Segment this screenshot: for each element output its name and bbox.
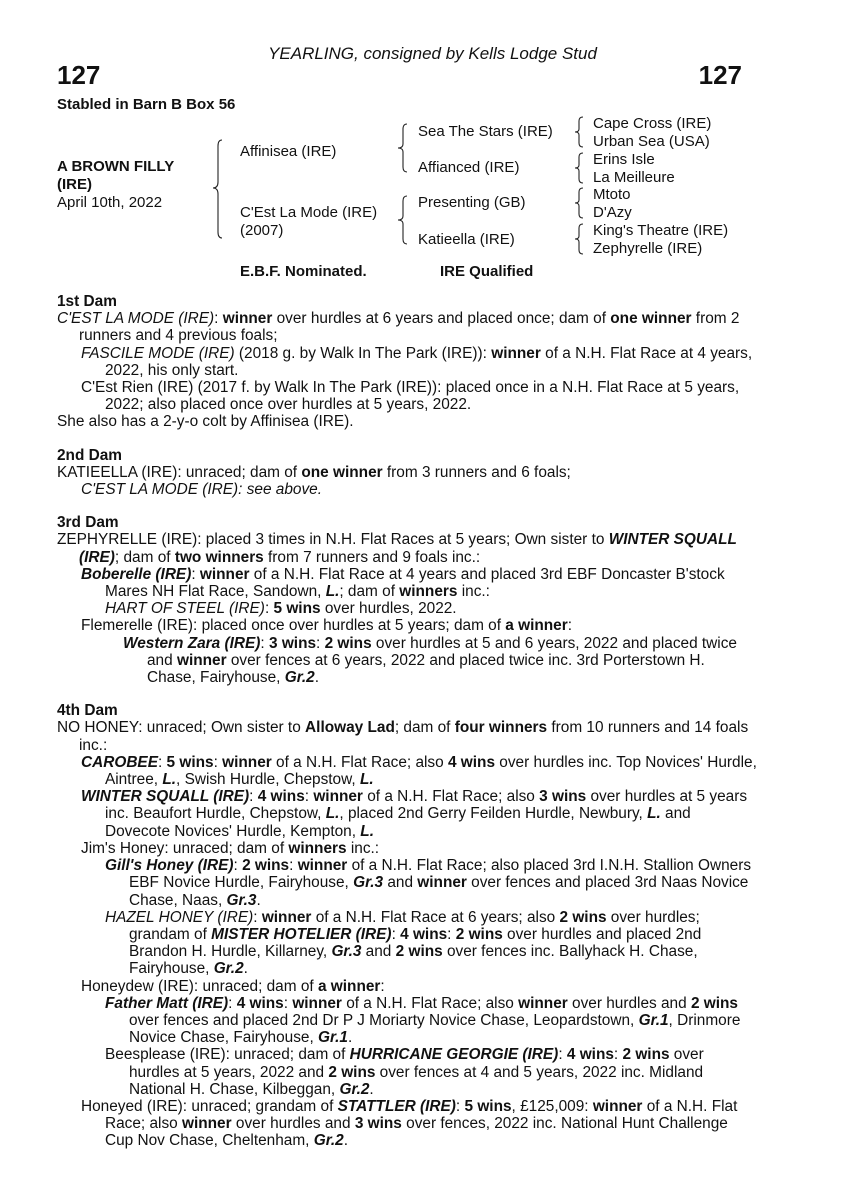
lot-number-left: 127 xyxy=(57,60,101,90)
sire-dam: Affianced (IRE) xyxy=(418,159,520,176)
brace-ggp-2 xyxy=(574,153,592,187)
brace-ggp-1 xyxy=(574,117,592,151)
dam1-paragraph: C'EST LA MODE (IRE): winner over hurdles at 6 years and placed once; dam of one winner from 2 runners and 4 previous foals; xyxy=(57,310,740,345)
ggp-1: Cape Cross (IRE) xyxy=(593,115,712,132)
ggp-4: La Meilleure xyxy=(593,169,675,186)
lot-number-right: 127 xyxy=(698,60,742,90)
sire-sire: Sea The Stars (IRE) xyxy=(418,123,553,140)
dam2-paragraph: KATIEELLA (IRE): unraced; dam of one winner from 3 runners and 6 foals; xyxy=(57,463,571,481)
section-title-3rd-dam: 3rd Dam xyxy=(57,514,119,532)
dam1-progeny-1: FASCILE MODE (IRE) (2018 g. by Walk In The Park (IRE)): winner of a N.H. Flat Race at 4 years, 2022, his only start. xyxy=(81,344,753,379)
ggp-3: Erins Isle xyxy=(593,151,655,168)
ggp-2: Urban Sea (USA) xyxy=(593,133,710,150)
dam3-progeny-1: Boberelle (IRE): winner of a N.H. Flat Race at 4 years and placed 3rd EBF Doncaster B'stock Mares NH Flat Race, Sandown, L.; dam of winners inc.: xyxy=(81,565,725,601)
ggp-7: King's Theatre (IRE) xyxy=(593,222,729,239)
ebf-nominated: E.B.F. Nominated. xyxy=(240,263,367,280)
ggp-6: D'Azy xyxy=(593,204,632,221)
brace-gen1 xyxy=(212,140,232,240)
dam4-grandprogeny-beesplease: Beesplease (IRE): unraced; dam of HURRICANE GEORGIE (IRE): 4 wins: 2 wins over hurdles at 5 years, 2022 and 2 wins over fences at 4 and 5 years, 2022 inc. Midland National H. Chase, Kilbeggan, Gr.2. xyxy=(105,1046,704,1098)
ire-qualified: IRE Qualified xyxy=(440,263,534,280)
consignor-line: YEARLING, consigned by Kells Lodge Stud xyxy=(268,44,597,63)
dam-dam: Katieella (IRE) xyxy=(418,231,515,248)
dam3-grandprogeny-1: HART OF STEEL (IRE): 5 wins over hurdles, 2022. xyxy=(105,600,457,618)
stabled-location: Stabled in Barn B Box 56 xyxy=(57,96,236,113)
dam4-progeny-winter-squall: WINTER SQUALL (IRE): 4 wins: winner of a N.H. Flat Race; also 3 wins over hurdles at 5 years inc. Beaufort Hurdle, Chepstow, L., placed 2nd Gerry Feilden Hurdle, Newbury, L. and Dovecote Novices' Hurdle, Kempton, L. xyxy=(81,788,748,840)
brace-ggp-4 xyxy=(574,224,592,258)
dam2-progeny-1: C'EST LA MODE (IRE): see above. xyxy=(81,481,322,499)
horse-name-line2: (IRE) xyxy=(57,176,92,193)
dam3-grandprogeny-2: Western Zara (IRE): 3 wins: 2 wins over hurdles at 5 and 6 years, 2022 and placed twice and winner over fences at 6 years, 2022 and placed twice inc. 3rd Porterstown H. Chase, Fairyhouse, Gr.2. xyxy=(123,634,737,687)
brace-dam xyxy=(397,196,417,248)
brace-ggp-3 xyxy=(574,188,592,222)
dam4-paragraph: NO HONEY: unraced; Own sister to Alloway Lad; dam of four winners from 10 runners and 14 foals inc.: xyxy=(57,719,749,754)
foaled-date: April 10th, 2022 xyxy=(57,194,163,211)
dam-year: (2007) xyxy=(240,222,284,239)
section-title-1st-dam: 1st Dam xyxy=(57,293,117,310)
brace-sire xyxy=(397,124,417,176)
horse-name-line1: A BROWN FILLY xyxy=(57,158,175,175)
dam4-progeny-carobee: CAROBEE: 5 wins: winner of a N.H. Flat Race; also 4 wins over hurdles inc. Top Novices' Hurdle, Aintree, L., Swish Hurdle, Chepstow, L. xyxy=(81,753,757,789)
pedigree-notes xyxy=(57,293,757,1150)
dam: C'Est La Mode (IRE) xyxy=(240,204,378,221)
horse-name xyxy=(57,158,174,194)
dam3-paragraph: ZEPHYRELLE (IRE): placed 3 times in N.H. Flat Races at 5 years; Own sister to WINTER SQUALL (IRE); dam of two winners from 7 runners and 9 foals inc.: xyxy=(57,531,737,566)
ggp-5: Mtoto xyxy=(593,186,631,203)
dam4-progeny-honeydew: Honeydew (IRE): unraced; dam of a winner: xyxy=(81,977,385,995)
dam4-grandprogeny-hazel-honey: HAZEL HONEY (IRE): winner of a N.H. Flat Race at 6 years; also 2 wins over hurdles; grandam of MISTER HOTELIER (IRE): 4 wins: 2 wins over hurdles and placed 2nd Brandon H. Hurdle, Killarney, Gr.3 and 2 wins over fences inc. Ballyhack H. Chase, Fairyhouse, Gr.2. xyxy=(105,908,702,978)
sire: Affinisea (IRE) xyxy=(240,143,337,160)
section-title-4th-dam: 4th Dam xyxy=(57,702,118,720)
dam3-progeny-2: Flemerelle (IRE): placed once over hurdles at 5 years; dam of a winner: xyxy=(81,617,573,635)
dam-sire: Presenting (GB) xyxy=(418,194,526,211)
ggp-8: Zephyrelle (IRE) xyxy=(593,240,703,257)
dam1-progeny-2: C'Est Rien (IRE) (2017 f. by Walk In The Park (IRE)): placed once in a N.H. Flat Race at 5 years, 2022; also placed once over hurdles at 5 years, 2022. xyxy=(81,379,740,414)
dam1-note: She also has a 2-y-o colt by Affinisea (IRE). xyxy=(57,413,354,431)
dam4-grandprogeny-gills-honey: Gill's Honey (IRE): 2 wins: winner of a N.H. Flat Race; also placed 3rd I.N.H. Stallion Owners EBF Novice Hurdle, Fairyhouse, Gr.3 and winner over fences and placed 3rd Naas Novice Chase, Naas, Gr.3. xyxy=(105,857,752,909)
section-title-2nd-dam: 2nd Dam xyxy=(57,446,122,464)
dam4-progeny-honeyed: Honeyed (IRE): unraced; grandam of STATTLER (IRE): 5 wins, £125,009: winner of a N.H. Flat Race; also winner over hurdles and 3 wins over fences, 2022 inc. National Hunt Challenge Cup Nov Chase, Cheltenham, Gr.2. xyxy=(81,1097,738,1150)
dam4-grandprogeny-father-matt: Father Matt (IRE): 4 wins: winner of a N.H. Flat Race; also winner over hurdles and 2 wins over fences and placed 2nd Dr P J Moriarty Novice Chase, Leopardstown, Gr.1, Drinmore Novice Chase, Fairyhouse, Gr.1. xyxy=(105,994,741,1047)
dam4-progeny-jims-honey: Jim's Honey: unraced; dam of winners inc.: xyxy=(81,839,380,857)
